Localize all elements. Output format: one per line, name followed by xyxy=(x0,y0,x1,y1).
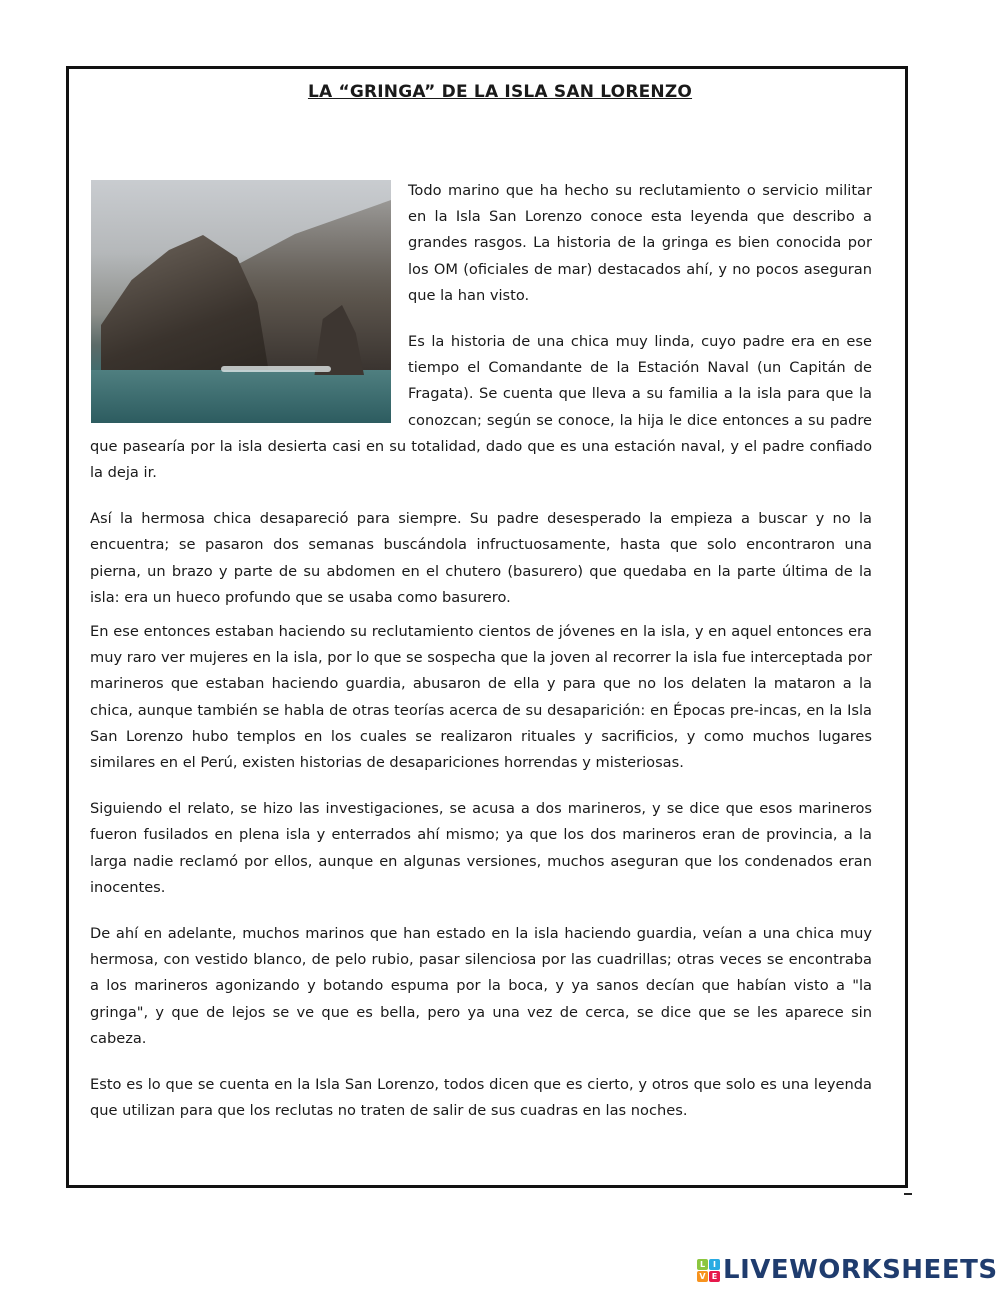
logo-letter: E xyxy=(709,1271,720,1282)
document-body xyxy=(90,178,872,1145)
logo-letter: I xyxy=(709,1259,720,1270)
paragraph: En ese entonces estaban haciendo su reclutamiento cientos de jóvenes en la isla, y en aquel entonces era muy raro ver mujeres en la isla, por lo que se sospecha que la joven al recorrer la isla fue interceptada por marineros que estaban haciendo guardia, abusaron de ella y para que no los delaten la mataron a la chica, aunque también se habla de otras teorías acerca de su desaparición: en Épocas pre-incas, en la Isla San Lorenzo hubo templos en los cuales se realizaron rituales y sacrificios, y como muchos lugares similares en el Perú, existen historias de desapariciones horrendas y misteriosas. xyxy=(90,623,872,772)
paragraph: Todo marino que ha hecho su reclutamiento o servicio militar en la Isla San Lorenzo conoce esta leyenda que describo a grandes rasgos. La historia de la gringa es bien conocida por los OM (oficiales de mar) destacados ahí, y no pocos aseguran que la han visto. xyxy=(408,182,872,304)
rock-shape xyxy=(101,235,271,385)
logo-text: LIVEWORKSHEETS xyxy=(723,1255,998,1285)
paragraph: Es la historia de una chica muy linda, cuyo padre era en ese tiempo el Comandante de la Estación Naval (un Capitán de Fragata). Se cuenta que lleva a su familia a la isla para que la conozcan; según se conoce, la hija le dice entonces a su padre que pasearía por la isla desierta casi en su totalidad, dado que es una estación naval, y el padre confiado la deja ir. xyxy=(90,333,872,482)
document-title: LA “GRINGA” DE LA ISLA SAN LORENZO xyxy=(307,82,693,102)
paragraph: Esto es lo que se cuenta en la Isla San Lorenzo, todos dicen que es cierto, y otros que solo es una leyenda que utilizan para que los reclutas no traten de salir de sus cuadras en las noches. xyxy=(90,1076,872,1120)
stray-mark xyxy=(904,1193,912,1195)
paragraph: Siguiendo el relato, se hizo las investigaciones, se acusa a dos marineros, y se dice que esos marineros fueron fusilados en plena isla y enterrados ahí mismo; ya que los dos marineros eran de provincia, a la larga nadie reclamó por ellos, aunque en algunas versiones, muchos aseguran que los condenados eran inocentes. xyxy=(90,800,872,896)
wave-foam xyxy=(221,366,331,372)
logo-letter: V xyxy=(697,1271,708,1282)
liveworksheets-logo xyxy=(697,1255,998,1285)
island-photo xyxy=(91,180,391,423)
paragraph: De ahí en adelante, muchos marinos que han estado en la isla haciendo guardia, veían a una chica muy hermosa, con vestido blanco, de pelo rubio, pasar silenciosa por las cuadrillas; otras veces se encontraba a los marineros agonizando y botando espuma por la boca, y ya sanos decían que habían visto a "la gringa", y que de lejos se ve que es bella, pero ya una vez de cerca, se dice que se les aparece sin cabeza. xyxy=(90,925,872,1047)
logo-mark-icon xyxy=(697,1259,720,1282)
logo-letter: L xyxy=(697,1259,708,1270)
sea-shape xyxy=(91,370,391,423)
paragraph: Así la hermosa chica desapareció para siempre. Su padre desesperado la empieza a buscar y no la encuentra; se pasaron dos semanas buscándola infructuosamente, hasta que solo encontraron una pierna, un brazo y parte de su abdomen en el chutero (basurero) que quedaba en la parte última de la isla: era un hueco profundo que se usaba como basurero. xyxy=(90,510,872,606)
